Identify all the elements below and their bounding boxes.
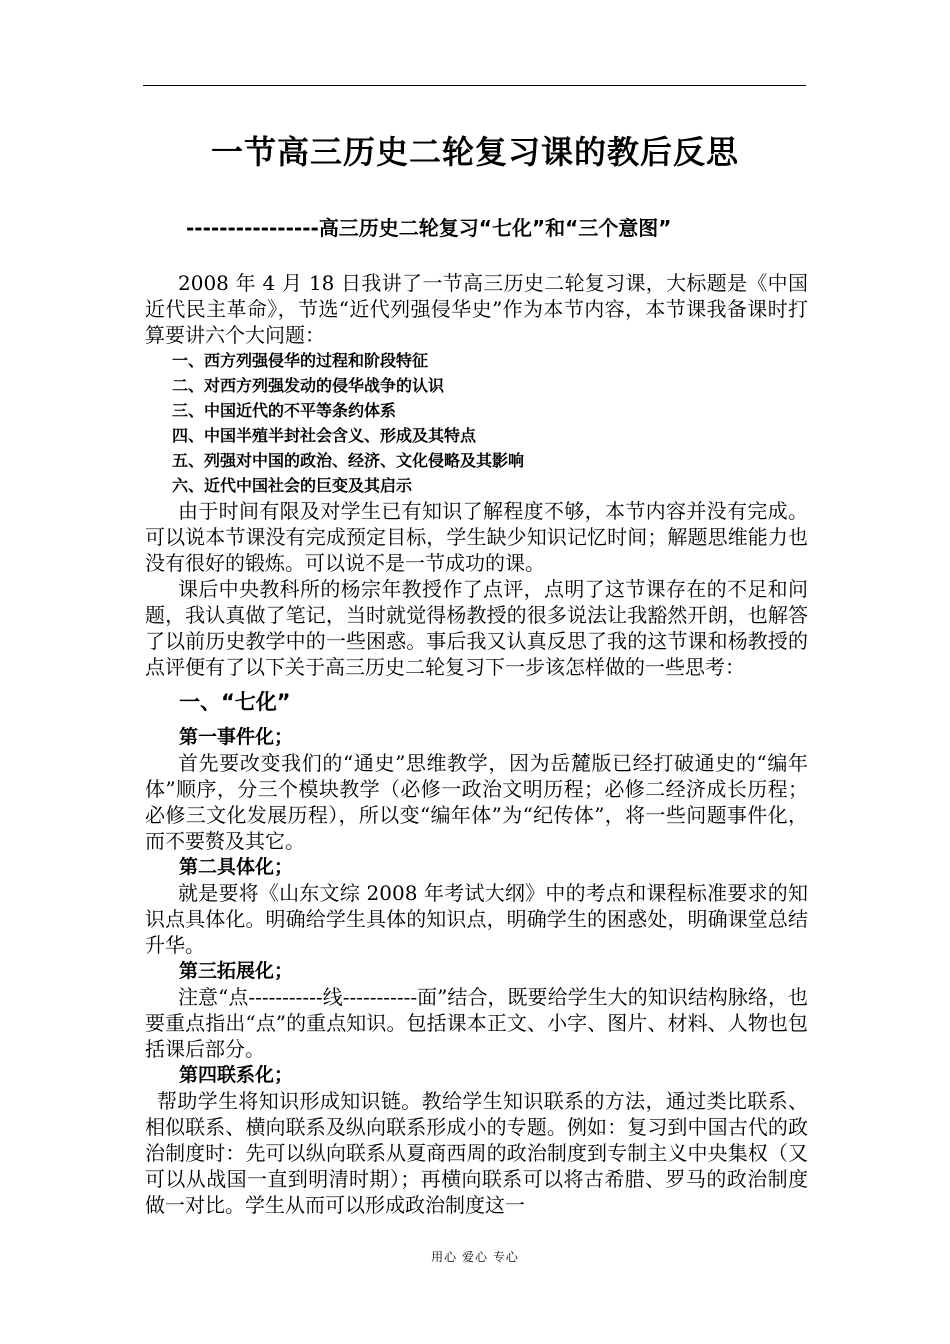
item-heading: 第一事件化；	[179, 726, 294, 748]
question-item: 四、中国半殖半封社会含义、形成及其特点	[172, 426, 477, 445]
item-heading: 第二具体化；	[179, 856, 294, 878]
item-paragraph: 首先要改变我们的“通史”思维教学，因为岳麓版已经打破通史的“编年体”顺序，分三个模块教学（必修一政治文明历程；必修二经济成长历程；必修三文化发展历程），所以变“编年体”为“纪传体”，将一些问题事件化，而不要赘及其它。	[145, 751, 808, 853]
item-paragraph: 帮助学生将知识形成知识链。教给学生知识联系的方法，通过类比联系、相似联系、横向联系及纵向联系形成小的专题。例如：复习到中国古代的政治制度时：先可以纵向联系从夏商西周的政治制度到专制主义中央集权（又可以从战国一直到明清时期）；再横向联系可以将古希腊、罗马的政治制度做一对比。学生从而可以形成政治制度这一	[145, 1089, 808, 1217]
question-item: 二、对西方列强发动的侵华战争的认识	[172, 376, 445, 395]
question-item: 六、近代中国社会的巨变及其启示	[172, 476, 413, 495]
document-body	[145, 270, 808, 1218]
question-item: 三、中国近代的不平等条约体系	[172, 401, 397, 420]
section-heading: 一、“七化”	[179, 690, 291, 714]
body-paragraph: 课后中央教科所的杨宗年教授作了点评，点明了这节课存在的不足和问题，我认真做了笔记，当时就觉得杨教授的很多说法让我豁然开朗，也解答了以前历史教学中的一些困惑。事后我又认真反思了我的这节课和杨教授的点评便有了以下关于高三历史二轮复习下一步该怎样做的一些思考：	[145, 577, 808, 679]
intro-paragraph: 2008 年 4 月 18 日我讲了一节高三历史二轮复习课，大标题是《中国近代民主革命》，节选“近代列强侵华史”作为本节内容，本节课我备课时打算要讲六个大问题：	[145, 271, 808, 347]
item-paragraph: 就是要将《山东文综 2008 年考试大纲》中的考点和课程标准要求的知识点具体化。明确给学生具体的知识点，明确学生的困惑处，明确课堂总结升华。	[145, 881, 808, 957]
page-footer: 用心 爱心 专心	[431, 1250, 519, 1264]
header-rule	[143, 85, 806, 86]
document-subtitle: ----------------高三历史二轮复习“七化”和“三个意图”	[186, 216, 672, 240]
question-item: 五、列强对中国的政治、经济、文化侵略及其影响	[172, 451, 525, 470]
item-heading: 第三拓展化；	[179, 960, 294, 982]
question-item: 一、西方列强侵华的过程和阶段特征	[172, 351, 429, 370]
item-heading: 第四联系化；	[179, 1064, 294, 1086]
question-list	[145, 348, 808, 498]
document-title: 一节高三历史二轮复习课的教后反思	[210, 133, 739, 171]
body-paragraph: 由于时间有限及对学生已有知识了解程度不够，本节内容并没有完成。可以说本节课没有完成预定目标，学生缺少知识记忆时间；解题思维能力也没有很好的锻炼。可以说不是一节成功的课。	[145, 499, 808, 575]
item-paragraph: 注意“点-----------线-----------面”结合，既要给学生大的知识结构脉络，也要重点指出“点”的重点知识。包括课本正文、小字、图片、材料、人物也包括课后部分。	[145, 985, 808, 1061]
